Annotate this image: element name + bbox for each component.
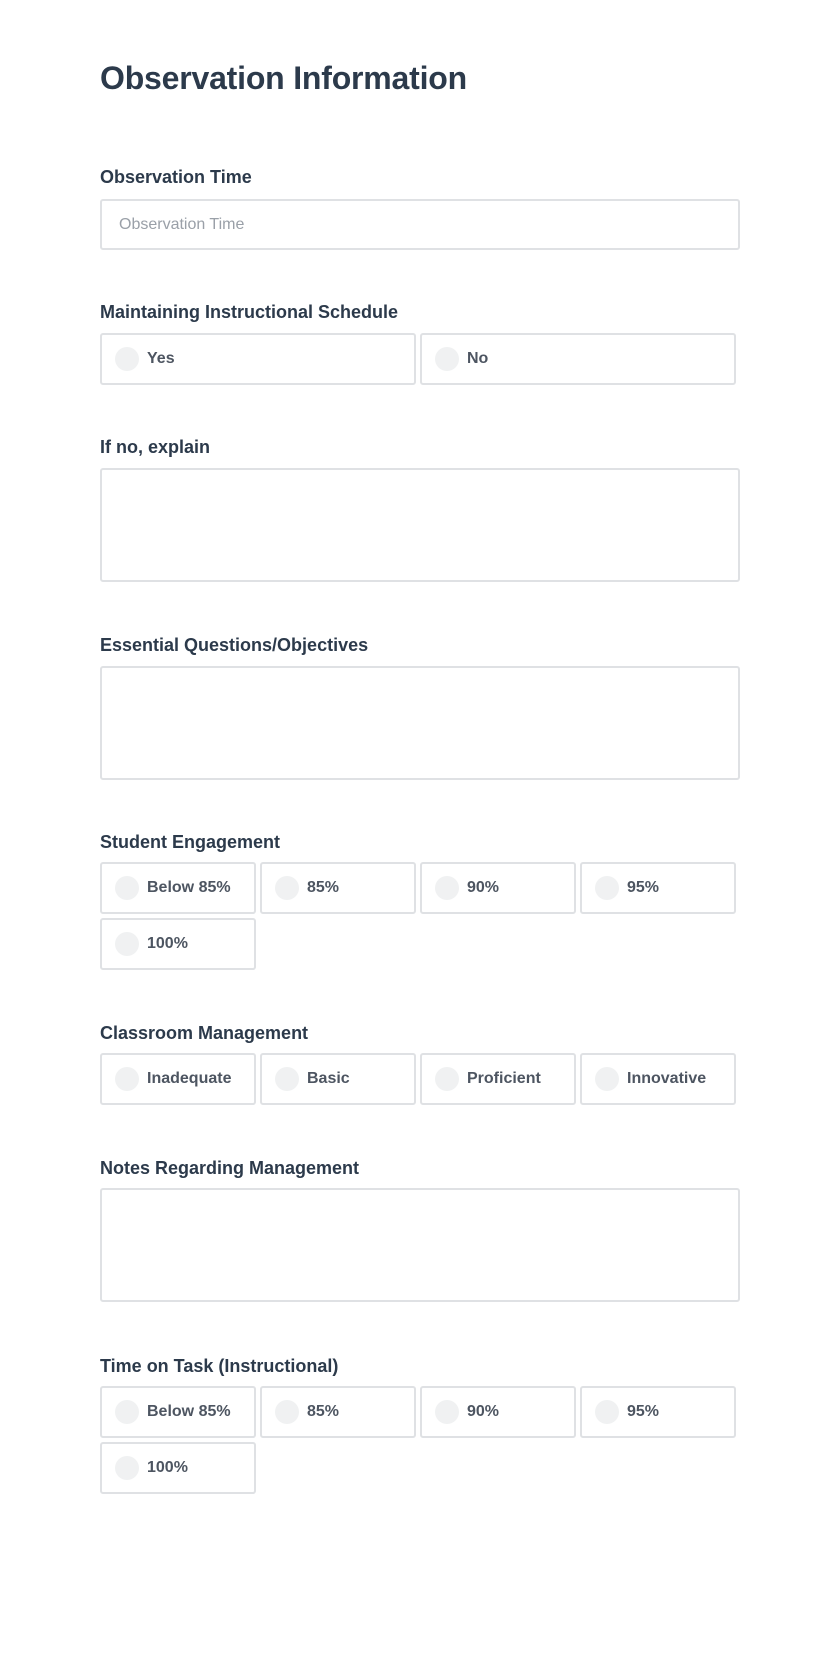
radio-circle-icon[interactable]	[115, 932, 139, 956]
radio-option-90[interactable]	[420, 1386, 576, 1438]
radio-circle-icon[interactable]	[595, 876, 619, 900]
page-title: Observation Information	[100, 60, 467, 96]
time-on-task-label: Time on Task (Instructional)	[100, 1356, 339, 1376]
if-no-explain-label: If no, explain	[100, 437, 211, 457]
classroom-management-label: Classroom Management	[100, 1023, 309, 1043]
radio-option-label: 90%	[467, 1403, 500, 1420]
radio-option-85[interactable]	[260, 862, 416, 914]
notes-management-label: Notes Regarding Management	[100, 1158, 360, 1178]
radio-option-label: Inadequate	[147, 1070, 232, 1087]
radio-circle-icon[interactable]	[435, 876, 459, 900]
radio-option-100[interactable]	[100, 1442, 256, 1494]
radio-circle-icon[interactable]	[435, 1067, 459, 1091]
time-on-task-options	[100, 1386, 748, 1494]
essential-questions-textarea[interactable]	[100, 666, 740, 780]
radio-option-proficient[interactable]	[420, 1053, 576, 1105]
radio-option-label: Basic	[307, 1070, 350, 1087]
student-engagement-label: Student Engagement	[100, 832, 281, 852]
radio-option-85[interactable]	[260, 1386, 416, 1438]
instructional-schedule-label: Maintaining Instructional Schedule	[100, 302, 399, 322]
classroom-management-options	[100, 1053, 748, 1105]
radio-circle-icon[interactable]	[115, 347, 139, 371]
radio-circle-icon[interactable]	[115, 1067, 139, 1091]
radio-option-90[interactable]	[420, 862, 576, 914]
radio-option-below-85[interactable]	[100, 862, 256, 914]
radio-circle-icon[interactable]	[435, 1400, 459, 1424]
radio-option-label: 85%	[307, 1403, 340, 1420]
radio-option-label: Below 85%	[147, 879, 231, 896]
radio-circle-icon[interactable]	[115, 1456, 139, 1480]
radio-option-label: 90%	[467, 879, 500, 896]
radio-circle-icon[interactable]	[435, 347, 459, 371]
student-engagement-options	[100, 862, 748, 970]
radio-option-95[interactable]	[580, 1386, 736, 1438]
radio-option-label: Below 85%	[147, 1403, 231, 1420]
radio-option-label: Yes	[147, 350, 175, 367]
radio-circle-icon[interactable]	[275, 1067, 299, 1091]
radio-option-label: Innovative	[627, 1070, 707, 1087]
radio-option-basic[interactable]	[260, 1053, 416, 1105]
radio-circle-icon[interactable]	[275, 876, 299, 900]
radio-option-innovative[interactable]	[580, 1053, 736, 1105]
radio-option-label: 95%	[627, 1403, 660, 1420]
radio-option-label: Proficient	[467, 1070, 541, 1087]
radio-circle-icon[interactable]	[115, 876, 139, 900]
radio-option-yes[interactable]	[100, 333, 416, 385]
essential-questions-label: Essential Questions/Objectives	[100, 635, 369, 655]
radio-option-label: 95%	[627, 879, 660, 896]
radio-option-100[interactable]	[100, 918, 256, 970]
radio-circle-icon[interactable]	[275, 1400, 299, 1424]
radio-option-inadequate[interactable]	[100, 1053, 256, 1105]
radio-option-95[interactable]	[580, 862, 736, 914]
radio-option-label: 100%	[147, 1459, 188, 1476]
radio-circle-icon[interactable]	[595, 1400, 619, 1424]
radio-option-label: No	[467, 350, 489, 367]
radio-option-no[interactable]	[420, 333, 736, 385]
if-no-explain-textarea[interactable]	[100, 468, 740, 582]
radio-option-label: 100%	[147, 935, 188, 952]
observation-time-label: Observation Time	[100, 167, 252, 187]
radio-option-below-85[interactable]	[100, 1386, 256, 1438]
observation-time-input[interactable]	[100, 199, 740, 250]
instructional-schedule-options	[100, 333, 748, 385]
notes-management-textarea[interactable]	[100, 1188, 740, 1302]
radio-circle-icon[interactable]	[595, 1067, 619, 1091]
radio-circle-icon[interactable]	[115, 1400, 139, 1424]
radio-option-label: 85%	[307, 879, 340, 896]
